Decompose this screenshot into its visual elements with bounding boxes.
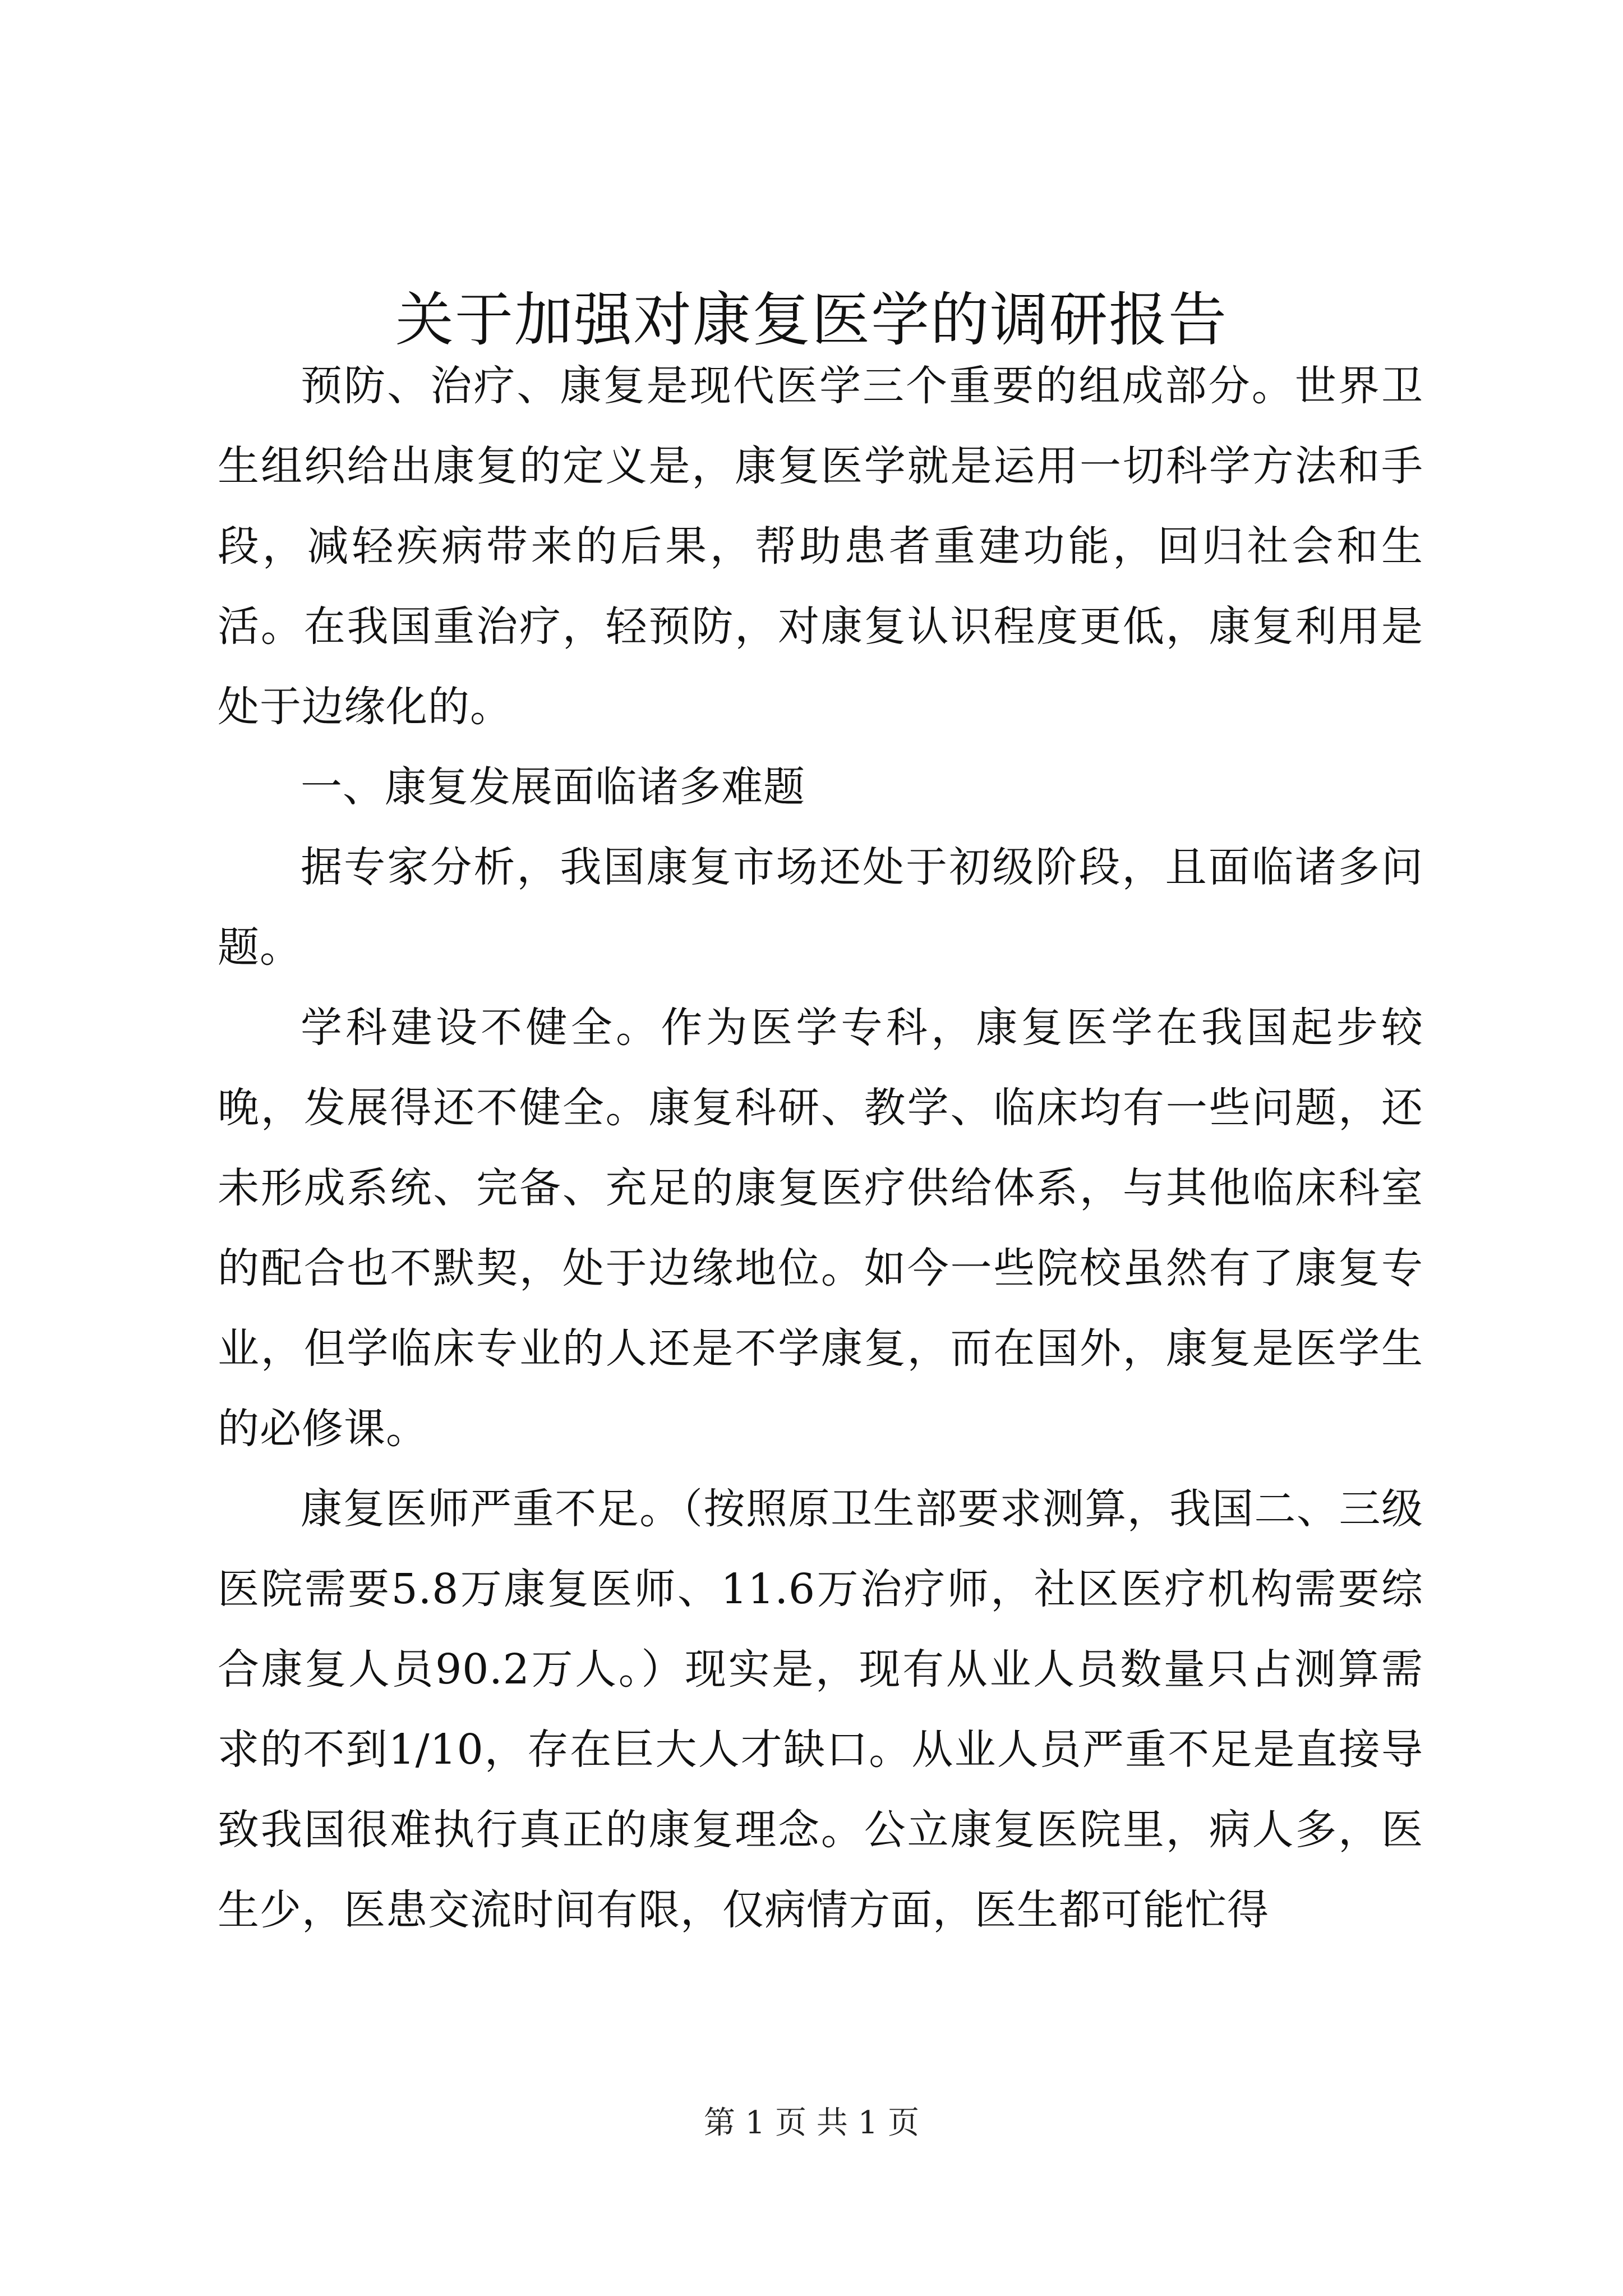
document-title: 关于加强对康复医学的调研报告 — [395, 286, 1228, 354]
section-heading: 一、康复发展面临诸多难题 — [301, 763, 805, 811]
page-footer: 第 1 页 共 1 页 — [703, 2105, 920, 2141]
paragraph-discipline: 学科建设不健全。作为医学专科，康复医学在我国起步较晚，发展得还不健全。康复科研、教学、临床均有一些问题，还未形成系统、完备、充足的康复医疗供给体系，与其他临床科室的配合也不默契，处于边缘地位。如今一些院校虽然有了康复专业，但学临床专业的人还是不学康复，而在国外，康复是医学生的必修课。 — [218, 1004, 1423, 1453]
paragraph-expert-analysis: 据专家分析，我国康复市场还处于初级阶段，且面临诸多问题。 — [218, 843, 1423, 972]
paragraph-physicians: 康复医师严重不足。（按照原卫生部要求测算，我国二、三级医院需要5.8万康复医师、11.6万治疗师，社区医疗机构需要综合康复人员90.2万人。）现实是，现有从业人员数量只占测算需求的不到1/10，存在巨大人才缺口。从业人员严重不足是直接导致我国很难执行真正的康复理念。公立康复医院里，病人多，医生少，医患交流时间有限，仅病情方面，医生都可能忙得 — [218, 1485, 1423, 1934]
document-body — [218, 346, 1423, 1950]
paragraph-intro: 预防、治疗、康复是现代医学三个重要的组成部分。世界卫生组织给出康复的定义是，康复医学就是运用一切科学方法和手段，减轻疾病带来的后果，帮助患者重建功能，回归社会和生活。在我国重治疗，轻预防，对康复认识程度更低，康复利用是处于边缘化的。 — [218, 362, 1423, 731]
